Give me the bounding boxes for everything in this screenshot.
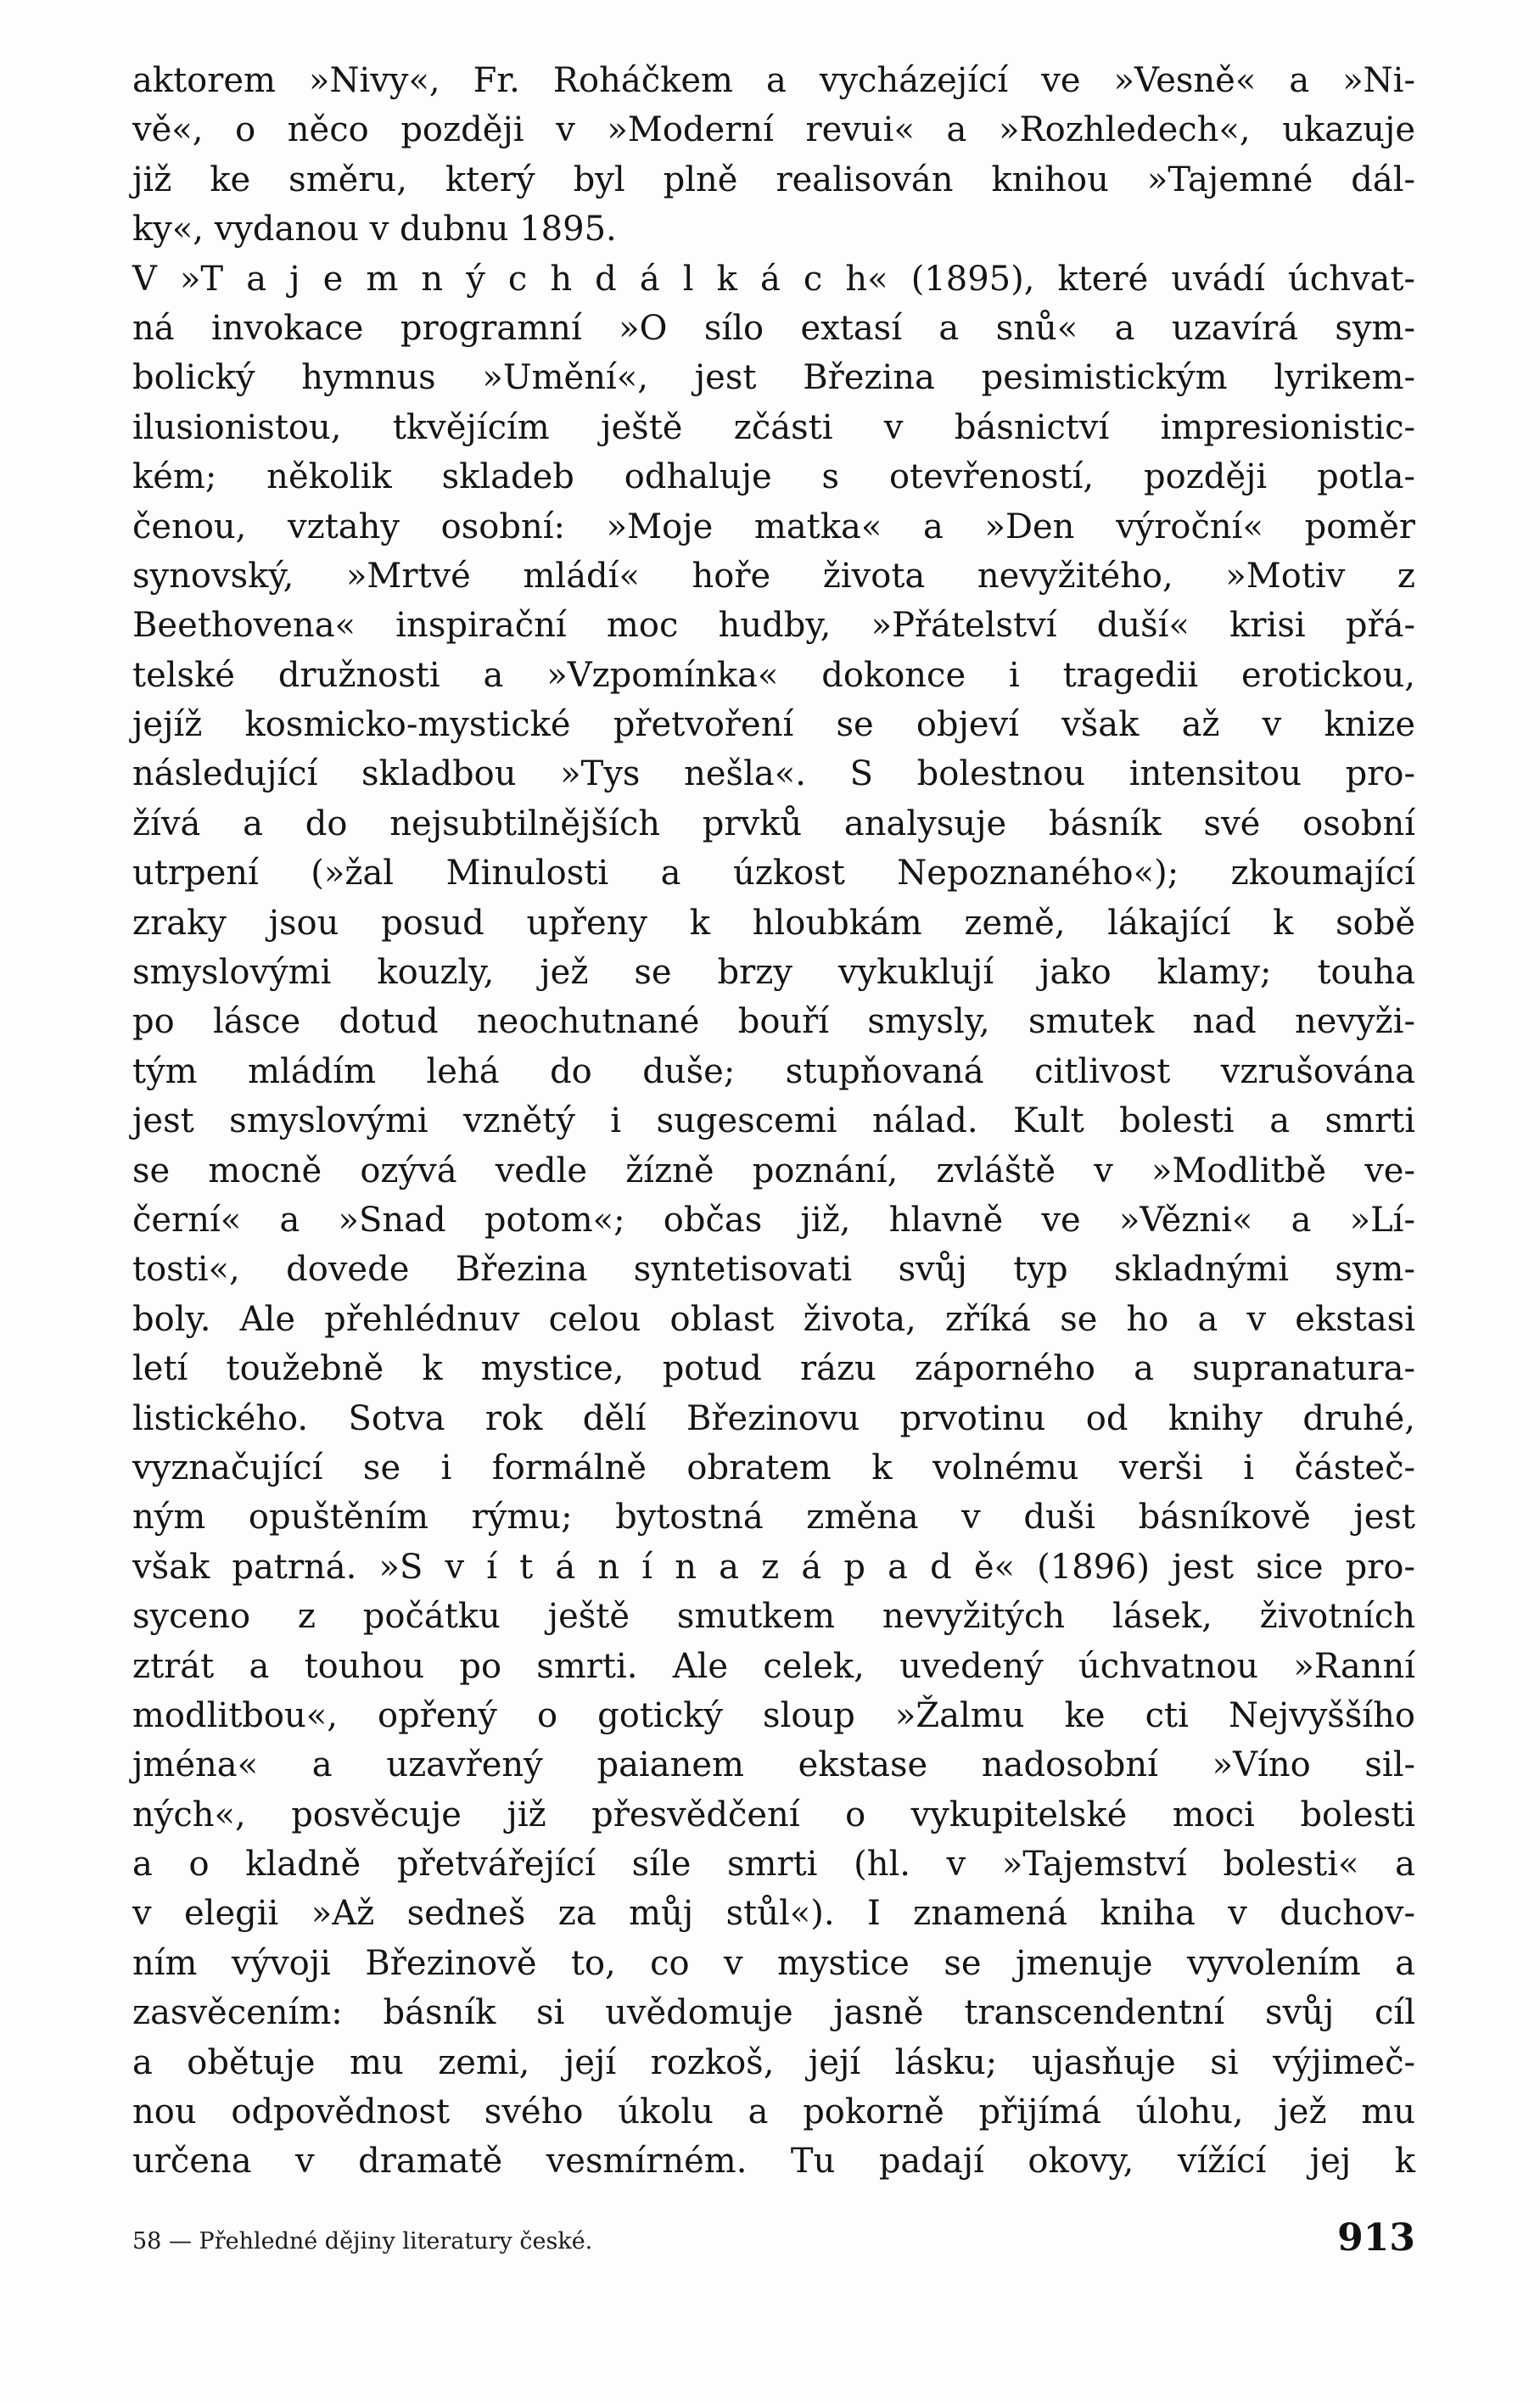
text-line: nou odpovědnost svého úkolu a pokorně přijímá úlohu, jež mu — [132, 2092, 1415, 2132]
text-line: již ke směru, který byl plně realisován knihou »Tajemné dál- — [132, 160, 1415, 199]
text-line: aktorem »Nivy«, Fr. Roháčkem a vycházející ve »Vesně« a »Ni- — [132, 61, 1415, 100]
text-line: V »T a j e m n ý c h d á l k á c h« (1895), které uvádí úchvat- — [132, 259, 1415, 299]
footer-signature: 58 — Přehledné dějiny literatury české. — [132, 2228, 593, 2255]
text-line: smyslovými kouzly, jež se brzy vykuklují jako klamy; touha — [132, 953, 1415, 993]
text-line: v elegii »Až sedneš za můj stůl«). I znamená kniha v duchov- — [132, 1894, 1415, 1934]
text-line: listického. Sotva rok dělí Březinovu prvotinu od knihy druhé, — [132, 1398, 1415, 1438]
text-line: zasvěcením: básník si uvědomuje jasně transcendentní svůj cíl — [132, 1993, 1415, 2033]
text-line: ním vývoji Březinově to, co v mystice se jmenuje vyvolením a — [132, 1943, 1415, 1983]
text-line: ná invokace programní »O sílo extasí a snů« a uzavírá sym- — [132, 308, 1415, 348]
text-line: zraky jsou posud upřeny k hloubkám země, lákající k sobě — [132, 903, 1415, 943]
text-line: tosti«, dovede Březina syntetisovati svůj typ skladnými sym- — [132, 1250, 1415, 1290]
page-footer — [132, 2216, 1415, 2267]
text-line: následující skladbou »Tys nešla«. S bolestnou intensitou pro- — [132, 754, 1415, 794]
text-line: ných«, posvěcuje již přesvědčení o vykupitelské moci bolesti — [132, 1795, 1415, 1834]
page-number: 913 — [1337, 2216, 1415, 2260]
text-line: ztrát a touhou po smrti. Ale celek, uvedený úchvatnou »Ranní — [132, 1646, 1415, 1686]
text-line: utrpení (»žal Minulosti a úzkost Nepoznaného«); zkoumající — [132, 854, 1415, 893]
text-line: jména« a uzavřený paianem ekstase nadosobní »Víno sil- — [132, 1745, 1415, 1785]
text-line: vyznačující se i formálně obratem k volnému verši i částeč- — [132, 1448, 1415, 1487]
text-line: čenou, vztahy osobní: »Moje matka« a »Den výroční« poměr — [132, 507, 1415, 546]
text-line: bolický hymnus »Umění«, jest Březina pesimistickým lyrikem- — [132, 358, 1415, 398]
text-line: ilusionistou, tkvějícím ještě zčásti v básnictví impresionistic- — [132, 407, 1415, 447]
text-line: telské družnosti a »Vzpomínka« dokonce i tragedii erotickou, — [132, 655, 1415, 695]
text-line: po lásce dotud neochutnané bouří smysly, smutek nad nevyži- — [132, 1002, 1415, 1042]
text-line: černí« a »Snad potom«; občas již, hlavně ve »Vězni« a »Lí- — [132, 1200, 1415, 1240]
text-line: ným opuštěním rýmu; bytostná změna v duši básníkově jest — [132, 1498, 1415, 1538]
text-line: žívá a do nejsubtilnějších prvků analysuje básník své osobní — [132, 804, 1415, 843]
text-line: však patrná. »S v í t á n í n a z á p a d ě« (1896) jest sice pro- — [132, 1547, 1415, 1587]
text-line: vě«, o něco později v »Moderní revui« a »Rozhledech«, ukazuje — [132, 110, 1415, 150]
body-text — [132, 56, 1415, 2187]
text-line: modlitbou«, opřený o gotický sloup »Žalmu ke cti Nejvyššího — [132, 1695, 1415, 1735]
text-line: a obětuje mu zemi, její rozkoš, její lásku; ujasňuje si výjimeč- — [132, 2042, 1415, 2082]
text-line: synovský, »Mrtvé mládí« hoře života nevyžitého, »Motiv z — [132, 556, 1415, 596]
text-line: kém; několik skladeb odhaluje s otevřeností, později potla- — [132, 457, 1415, 497]
text-line: a o kladně přetvářející síle smrti (hl. v »Tajemství bolesti« a — [132, 1845, 1415, 1885]
text-line: boly. Ale přehlédnuv celou oblast života, zříká se ho a v ekstasi — [132, 1299, 1415, 1339]
text-line: jejíž kosmicko-mystické přetvoření se objeví však až v knize — [132, 705, 1415, 745]
text-line: Beethovena« inspirační moc hudby, »Přátelství duší« krisi přá- — [132, 606, 1415, 646]
text-line: tým mládím lehá do duše; stupňovaná citlivost vzrušována — [132, 1051, 1415, 1091]
text-line: se mocně ozývá vedle žízně poznání, zvláště v »Modlitbě ve- — [132, 1151, 1415, 1190]
text-line: ky«, vydanou v dubnu 1895. — [132, 210, 617, 249]
text-line: jest smyslovými vznětý i sugescemi nálad. Kult bolesti a smrti — [132, 1101, 1415, 1141]
text-line: určena v dramatě vesmírném. Tu padají okovy, vížící jej k — [132, 2142, 1415, 2182]
text-line: syceno z počátku ještě smutkem nevyžitých lásek, životních — [132, 1597, 1415, 1637]
text-line: letí toužebně k mystice, potud rázu záporného a supranatura- — [132, 1349, 1415, 1389]
